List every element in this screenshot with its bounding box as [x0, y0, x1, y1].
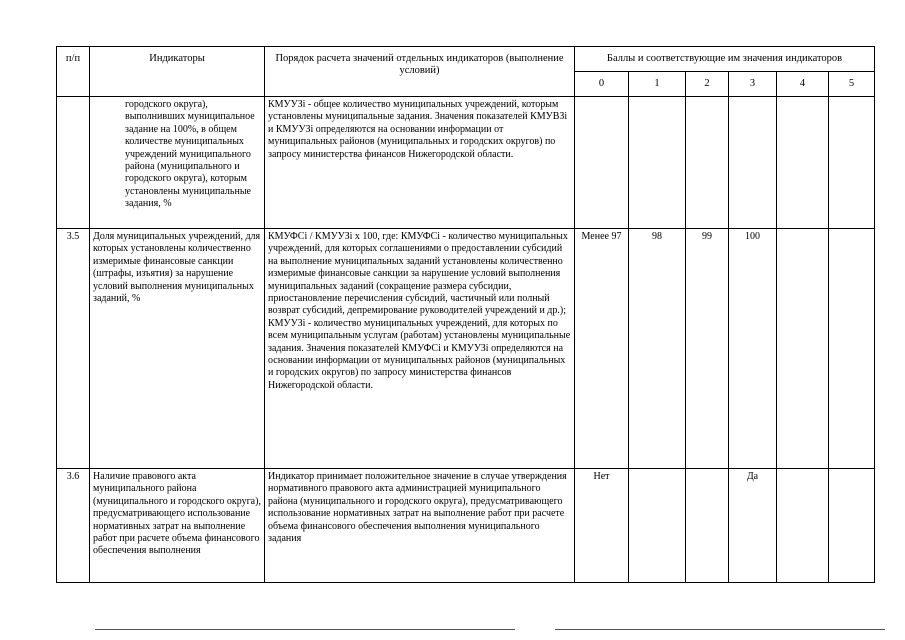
row-score: 99: [686, 229, 729, 469]
header-scores: Баллы и соответствующие им значения индикаторов: [575, 47, 875, 72]
row-indicator: городского округа), выполнивших муниципальное задание на 100%, в общем количестве муниципальных учреждений муниципального района (муниципального и городского округа), которым установлены муниципальные задания, %: [90, 97, 265, 229]
score-col-2: 2: [686, 72, 729, 97]
row-score: Менее 97: [575, 229, 629, 469]
score-col-4: 4: [777, 72, 829, 97]
header-method: Порядок расчета значений отдельных индикаторов (выполнение условий): [265, 47, 575, 97]
header-indicators: Индикаторы: [90, 47, 265, 97]
footer-rule-left: [95, 629, 515, 630]
table-row: [57, 97, 875, 229]
score-col-0: 0: [575, 72, 629, 97]
row-score: Да: [729, 469, 777, 583]
row-score: 100: [729, 229, 777, 469]
table-row: [57, 469, 875, 583]
row-score: [686, 97, 729, 229]
row-score: [629, 97, 686, 229]
header-num: п/п: [57, 47, 90, 97]
row-score: [777, 229, 829, 469]
score-col-3: 3: [729, 72, 777, 97]
row-score: [829, 229, 875, 469]
row-num: 3.6: [57, 469, 90, 583]
row-method: Индикатор принимает положительное значение в случае утверждения нормативного правового акта администрацией муниципального района (муниципального и городского округа), предусматривающего использование нормативных затрат на выполнение работ при расчете объема финансового обеспечения выполнения муниципального задания: [265, 469, 575, 583]
row-score: Нет: [575, 469, 629, 583]
row-method: КМУФСi / КМУУЗi x 100, где: КМУФСi - количество муниципальных учреждений, для которых соглашениями о предоставлении субсидий на выполнение муниципальных заданий установлены количественно измеримые финансовые санкции за нарушение условий выполнения муниципальных заданий (сокращение размера субсидии, приостановление перечисления субсидий, частичный или полный возврат субсидий, депремирование руководителей учреждений и др.); КМУУЗi - количество муниципальных учреждений, для которых по всем муниципальным услугам (работам) установлены муниципальные задания. Значения показателей КМУФСi и КМУУЗi определяются на основании информации от муниципальных районов (муниципальных и городских округов) по запросу министерства финансов Нижегородской области.: [265, 229, 575, 469]
footer-rule-right: [555, 629, 885, 630]
row-score: [829, 97, 875, 229]
row-score: [686, 469, 729, 583]
row-score: [777, 97, 829, 229]
row-score: [829, 469, 875, 583]
row-num: [57, 97, 90, 229]
row-score: [729, 97, 777, 229]
row-indicator: Доля муниципальных учреждений, для которых установлены количественно измеримые финансовые санкции (штрафы, изъятия) за нарушение условий выполнения муниципальных заданий, %: [90, 229, 265, 469]
score-col-5: 5: [829, 72, 875, 97]
indicators-table: [56, 46, 875, 583]
score-col-1: 1: [629, 72, 686, 97]
table-row: [57, 229, 875, 469]
row-num: 3.5: [57, 229, 90, 469]
row-score: [777, 469, 829, 583]
row-score: 98: [629, 229, 686, 469]
row-indicator: Наличие правового акта муниципального района (муниципального и городского округа), предусматривающего использование нормативных затрат на выполнение работ при расчете объема финансового обеспечения выполнения: [90, 469, 265, 583]
row-score: [575, 97, 629, 229]
row-method: КМУУЗi - общее количество муниципальных учреждений, которым установлены муниципальные задания. Значения показателей КМУВЗi и КМУУЗi определяются на основании информации от муниципальных районов (муниципальных и городских округов) по запросу министерства финансов Нижегородской области.: [265, 97, 575, 229]
row-score: [629, 469, 686, 583]
